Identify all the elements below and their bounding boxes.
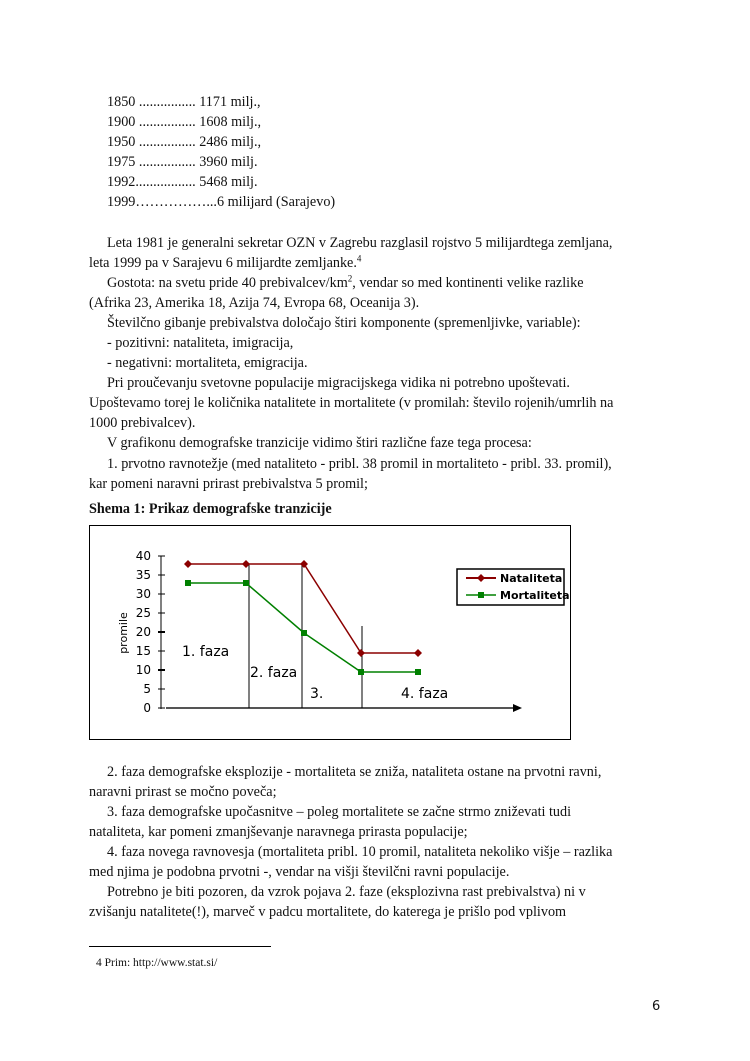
paragraph-text: leta 1999 pa v Sarajevu 6 milijardte zemljanke. bbox=[89, 255, 357, 271]
svg-text:20: 20 bbox=[135, 625, 151, 639]
paragraph-line: 4. faza novega ravnovesja (mortaliteta pribl. 10 promil, nataliteta nekoliko višje – razlika bbox=[107, 844, 613, 860]
y-axis-label: promile bbox=[117, 612, 130, 654]
paragraph-line: Pri proučevanju svetovne populacije migracijskega vidika ni potrebno upoštevati. bbox=[107, 375, 570, 391]
legend-label-mortaliteta: Mortaliteta bbox=[500, 589, 570, 602]
svg-text:35: 35 bbox=[135, 568, 151, 582]
svg-text:15: 15 bbox=[135, 644, 151, 658]
phase-label-2: 2. faza bbox=[250, 665, 298, 681]
figure-caption: Shema 1: Prikaz demografske tranzicije bbox=[89, 501, 332, 517]
svg-text:5: 5 bbox=[143, 682, 151, 696]
chart-legend bbox=[457, 569, 570, 605]
list-item: - pozitivni: nataliteta, imigracija, bbox=[107, 335, 294, 351]
paragraph-line: kar pomeni naravni prirast prebivalstva 5 promil; bbox=[89, 476, 368, 492]
demographic-transition-chart bbox=[89, 525, 571, 740]
legend-label-nataliteta: Nataliteta bbox=[500, 572, 563, 585]
svg-text:25: 25 bbox=[135, 606, 151, 620]
paragraph-line: Leta 1981 je generalni sekretar OZN v Zagrebu razglasil rojstvo 5 milijardtega zemljana, bbox=[107, 235, 613, 251]
paragraph-text: Gostota: na svetu pride 40 prebivalcev/km bbox=[107, 275, 348, 291]
y-tick-labels bbox=[136, 549, 151, 715]
footnote-reference: 4 bbox=[356, 253, 362, 264]
paragraph-line: 1000 prebivalcev). bbox=[89, 415, 196, 431]
chart-canvas bbox=[90, 526, 572, 741]
paragraph-line: Upoštevamo torej le količnika natalitete in mortalitete (v promilah: število rojenih/umrlih na bbox=[89, 395, 614, 411]
phase-label-3: 3. bbox=[310, 686, 324, 702]
nataliteta-line bbox=[188, 564, 418, 653]
mortaliteta-markers bbox=[185, 580, 421, 675]
list-item: - negativni: mortaliteta, emigracija. bbox=[107, 355, 308, 371]
paragraph-line: Številčno gibanje prebivalstva določajo štiri komponente (spremenljivke, variable): bbox=[107, 315, 581, 331]
paragraph-line: naravni prirast se močno poveča; bbox=[89, 784, 277, 800]
phase-label-1: 1. faza bbox=[182, 644, 230, 660]
paragraph-line: 1. prvotno ravnotežje (med nataliteto - pribl. 38 promil in mortaliteto - pribl. 33. promil), bbox=[107, 456, 612, 472]
footnote-divider bbox=[89, 946, 271, 947]
square-marker-icon bbox=[478, 592, 484, 598]
superscript: 2 bbox=[347, 273, 353, 284]
paragraph-text: , vendar so med kontinenti velike razlike bbox=[352, 275, 584, 291]
svg-text:10: 10 bbox=[135, 663, 151, 677]
paragraph-line bbox=[89, 254, 361, 272]
svg-text:30: 30 bbox=[135, 587, 151, 601]
population-list-item: 1999……………...6 milijard (Sarajevo) bbox=[107, 194, 336, 210]
population-list-item: 1992................. 5468 milj. bbox=[107, 174, 258, 190]
footnote: 4 Prim: http://www.stat.si/ bbox=[96, 957, 218, 969]
paragraph-line: zvišanju natalitete(!), marveč v padcu mortalitete, do katerega je prišlo pod vplivom bbox=[89, 904, 567, 920]
paragraph-line bbox=[107, 274, 584, 292]
x-axis-arrow-icon bbox=[513, 704, 522, 712]
paragraph-line: 2. faza demografske eksplozije - mortaliteta se zniža, nataliteta ostane na prvotni ravni, bbox=[107, 764, 602, 780]
phase-label-4: 4. faza bbox=[401, 686, 449, 702]
svg-text:0: 0 bbox=[143, 701, 151, 715]
paragraph-line: Potrebno je biti pozoren, da vzrok pojava 2. faze (eksplozivna rast prebivalstva) ni v bbox=[107, 884, 586, 900]
population-list-item: 1850 ................ 1171 milj., bbox=[107, 94, 261, 110]
population-list-item: 1900 ................ 1608 milj., bbox=[107, 114, 262, 130]
nataliteta-markers bbox=[184, 560, 422, 657]
population-list-item: 1950 ................ 2486 milj., bbox=[107, 134, 262, 150]
svg-text:40: 40 bbox=[135, 549, 151, 563]
population-list-item: 1975 ................ 3960 milj. bbox=[107, 154, 258, 170]
paragraph-line: (Afrika 23, Amerika 18, Azija 74, Evropa 68, Oceanija 3). bbox=[89, 295, 420, 311]
paragraph-line: V grafikonu demografske tranzicije vidimo štiri različne faze tega procesa: bbox=[107, 435, 532, 451]
paragraph-line: med njima je podobna prvotni -, vendar na višji številčni ravni populacije. bbox=[89, 864, 510, 880]
paragraph-line: 3. faza demografske upočasnitve – poleg mortalitete se začne strmo zniževati tudi bbox=[107, 804, 572, 820]
paragraph-line: nataliteta, kar pomeni zmanjševanje naravnega prirasta populacije; bbox=[89, 824, 468, 840]
page-number: 6 bbox=[652, 999, 661, 1014]
